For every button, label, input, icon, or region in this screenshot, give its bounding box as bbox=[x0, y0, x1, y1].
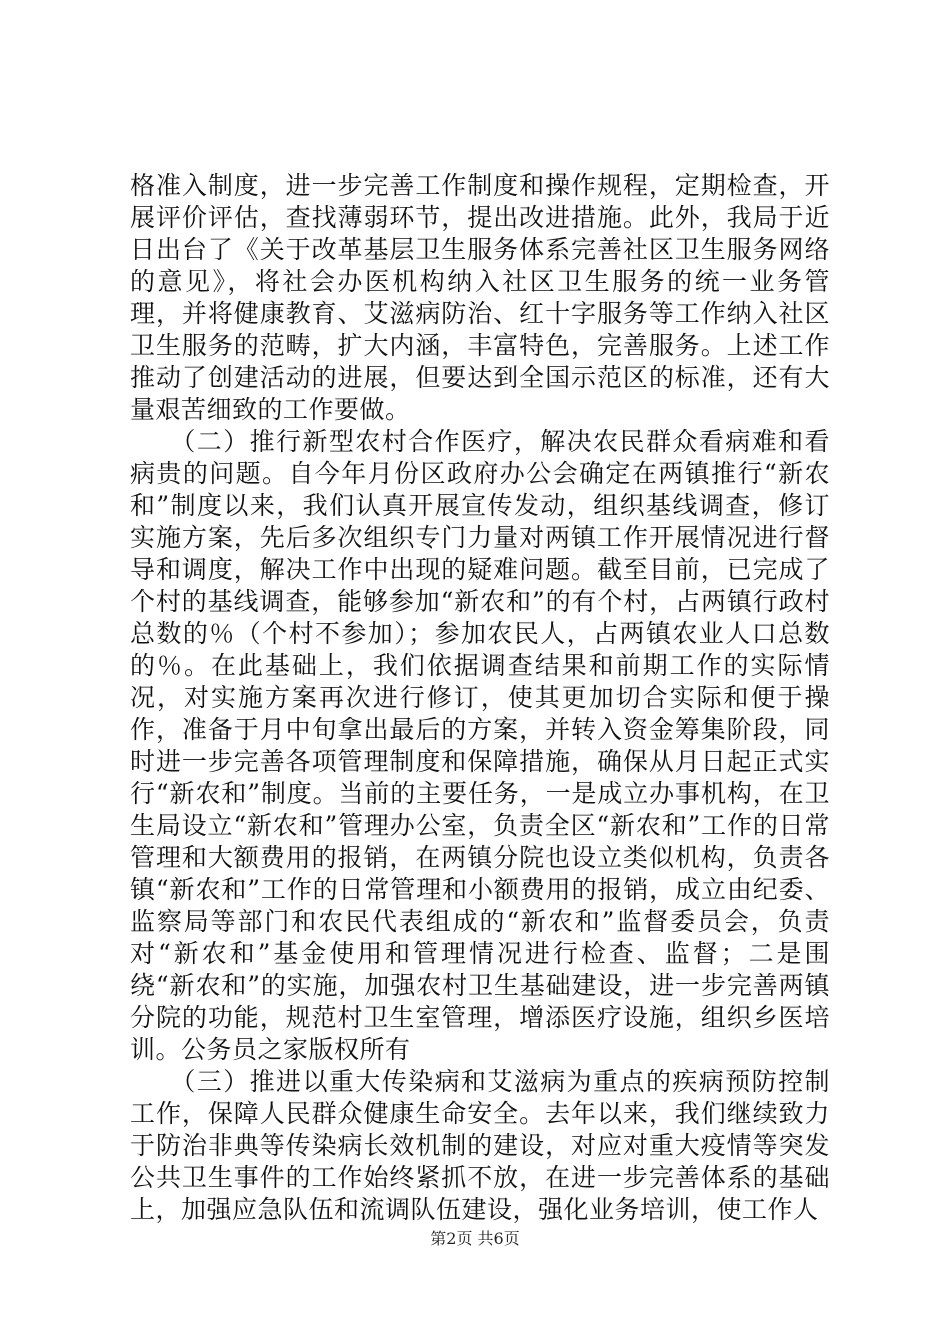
document-body bbox=[130, 170, 830, 1226]
paragraph-2: （二）推行新型农村合作医疗，解决农民群众看病难和看病贵的问题。自今年月份区政府办公会确定在两镇推行“新农和”制度以来，我们认真开展宣传发动，组织基线调查，修订实施方案，先后多次组织专门力量对两镇工作开展情况进行督导和调度，解决工作中出现的疑难问题。截至目前，已完成了个村的基线调查，能够参加“新农和”的有个村，占两镇行政村总数的％（个村不参加）；参加农民人，占两镇农业人口总数的％。在此基础上，我们依据调查结果和前期工作的实际情况，对实施方案再次进行修订，使其更加切合实际和便于操作，准备于月中旬拿出最后的方案，并转入资金筹集阶段，同时进一步完善各项管理制度和保障措施，确保从月日起正式实行“新农和”制度。当前的主要任务，一是成立办事机构，在卫生局设立“新农和”管理办公室，负责全区“新农和”工作的日常管理和大额费用的报销，在两镇分院也设立类似机构，负责各镇“新农和”工作的日常管理和小额费用的报销，成立由纪委、监察局等部门和农民代表组成的“新农和”监督委员会，负责对“新农和”基金使用和管理情况进行检查、监督；二是围绕“新农和”的实施，加强农村卫生基础建设，进一步完善两镇分院的功能，规范村卫生室管理，增添医疗设施，组织乡医培训。公务员之家版权所有 bbox=[130, 427, 830, 1064]
paragraph-3: （三）推进以重大传染病和艾滋病为重点的疾病预防控制工作，保障人民群众健康生命安全。去年以来，我们继续致力于防治非典等传染病长效机制的建设，对应对重大疫情等突发公共卫生事件的工作始终紧抓不放，在进一步完善体系的基础上，加强应急队伍和流调队伍建设，强化业务培训，使工作人 bbox=[130, 1067, 830, 1224]
paragraph-1: 格准入制度，进一步完善工作制度和操作规程，定期检查，开展评价评估，查找薄弱环节，提出改进措施。此外，我局于近日出台了《关于改革基层卫生服务体系完善社区卫生服务网络的意见》，将社会办医机构纳入社区卫生服务的统一业务管理，并将健康教育、艾滋病防治、红十字服务等工作纳入社区卫生服务的范畴，扩大内涵，丰富特色，完善服务。上述工作推动了创建活动的进展，但要达到全国示范区的标准，还有大量艰苦细致的工作要做。 bbox=[130, 171, 830, 424]
page-number-footer: 第2页 共6页 bbox=[430, 1229, 520, 1248]
